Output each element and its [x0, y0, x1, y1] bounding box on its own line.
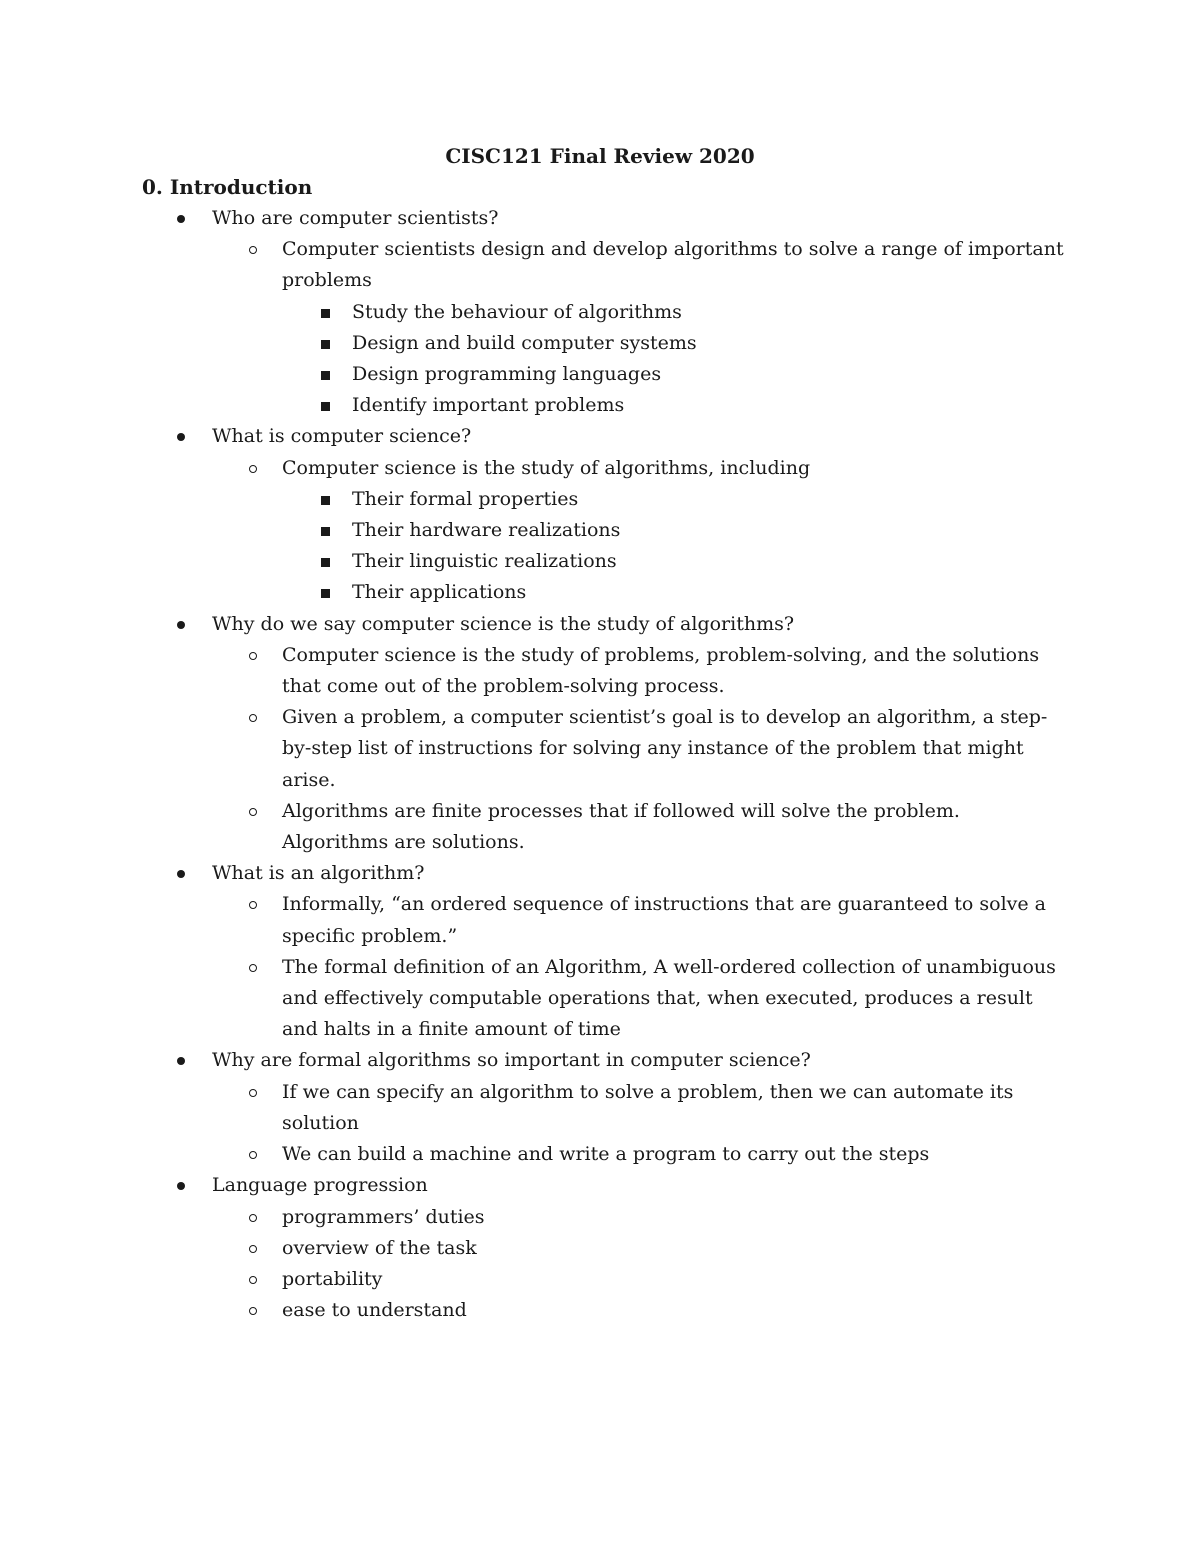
list-item-text: Their applications [352, 581, 527, 604]
square-bullet-icon [318, 328, 332, 349]
circle-bullet-icon [246, 453, 260, 473]
list-item-level-1 [0, 1045, 1200, 1076]
list-item-text: Informally, “an ordered sequence of instructions that are guaranteed to solve a specific problem.” [282, 893, 1046, 947]
list-item-text: If we can specify an algorithm to solve a problem, then we can automate its solution [282, 1080, 1014, 1134]
list-item-text: Identify important problems [352, 394, 625, 417]
disc-bullet-icon [174, 1170, 188, 1190]
square-bullet-icon [318, 390, 332, 411]
square-bullet-icon [318, 359, 332, 380]
list-item-text: Their linguistic realizations [352, 550, 617, 573]
list-item-level-3 [0, 328, 1200, 359]
list-item-level-2 [0, 234, 1200, 296]
list-item-text: Computer science is the study of problems, problem-solving, and the solutions that come out of the problem-solving process. [282, 643, 1040, 698]
square-bullet-icon [318, 297, 332, 318]
list-item-text: The formal definition of an Algorithm, A well-ordered collection of unambiguous and effectively computable operations that, when executed, produces a result and halts in a finite amount of time [282, 955, 1056, 1041]
square-bullet-icon [318, 577, 332, 598]
list-item-text: Language progression [212, 1174, 428, 1197]
list-item-level-1 [0, 421, 1200, 452]
list-item-level-2 [0, 1295, 1200, 1326]
list-item-level-3 [0, 484, 1200, 515]
list-item-level-3 [0, 359, 1200, 390]
list-item-text: What is an algorithm? [212, 862, 425, 885]
circle-bullet-icon [246, 796, 260, 816]
disc-bullet-icon [174, 203, 188, 223]
list-item-text: Design programming languages [352, 363, 662, 386]
circle-bullet-icon [246, 952, 260, 972]
list-item-text: Algorithms are finite processes that if followed will solve the problem. Algorithms are solutions. [282, 799, 960, 854]
list-item-level-1 [0, 858, 1200, 889]
list-item-level-2 [0, 1202, 1200, 1233]
circle-bullet-icon [246, 1264, 260, 1284]
list-item-text: programmers’ duties [282, 1205, 485, 1228]
list-item-text: Their formal properties [352, 487, 579, 510]
list-item-text: We can build a machine and write a program to carry out the steps [282, 1143, 930, 1166]
circle-bullet-icon [246, 1295, 260, 1315]
list-item-level-1 [0, 609, 1200, 640]
list-item-level-2 [0, 453, 1200, 484]
list-item-level-3 [0, 546, 1200, 577]
list-item-text: Given a problem, a computer scientist’s goal is to develop an algorithm, a step-by-step list of instructions for solving any instance of the problem that might arise. [282, 706, 1048, 791]
list-item-level-2 [0, 1233, 1200, 1264]
list-item-level-2 [0, 1264, 1200, 1295]
square-bullet-icon [318, 484, 332, 505]
circle-bullet-icon [246, 1233, 260, 1253]
list-item-level-2 [0, 796, 1200, 858]
list-item-level-2 [0, 952, 1200, 1046]
circle-bullet-icon [246, 1202, 260, 1222]
document-title: CISC121 Final Review 2020 [445, 144, 755, 168]
list-item-text: Why do we say computer science is the study of algorithms? [212, 612, 795, 635]
list-item-level-2 [0, 1139, 1200, 1170]
list-item-text: Computer scientists design and develop algorithms to solve a range of important problems [282, 238, 1064, 292]
list-item-level-3 [0, 515, 1200, 546]
circle-bullet-icon [246, 1077, 260, 1097]
list-item-level-2 [0, 640, 1200, 702]
disc-bullet-icon [174, 609, 188, 629]
list-item-text: Who are computer scientists? [212, 207, 499, 229]
circle-bullet-icon [246, 1139, 260, 1159]
list-item-level-3 [0, 577, 1200, 608]
list-item-level-2 [0, 1077, 1200, 1139]
list-item-text: Computer science is the study of algorithms, including [282, 456, 811, 479]
disc-bullet-icon [174, 421, 188, 441]
list-item-level-3 [0, 297, 1200, 328]
disc-bullet-icon [174, 1045, 188, 1065]
square-bullet-icon [318, 546, 332, 567]
circle-bullet-icon [246, 702, 260, 722]
disc-bullet-icon [174, 858, 188, 878]
list-item-text: portability [282, 1267, 383, 1290]
list-item-level-2 [0, 889, 1200, 951]
list-item-text: What is computer science? [212, 425, 472, 448]
circle-bullet-icon [246, 640, 260, 660]
list-item-text: Study the behaviour of algorithms [352, 300, 682, 323]
circle-bullet-icon [246, 234, 260, 254]
list-item-text: Why are formal algorithms so important in computer science? [212, 1049, 811, 1072]
list-item-level-1 [0, 1170, 1200, 1201]
list-item-level-3 [0, 390, 1200, 421]
list-item-level-2 [0, 702, 1200, 796]
list-item-text: overview of the task [282, 1236, 477, 1259]
section-heading: 0. Introduction [142, 175, 313, 199]
circle-bullet-icon [246, 889, 260, 909]
list-item-text: Design and build computer systems [352, 331, 697, 354]
bullet-outline [0, 203, 1200, 1326]
square-bullet-icon [318, 515, 332, 536]
list-item-text: ease to understand [282, 1299, 467, 1322]
list-item-level-1 [0, 203, 1200, 234]
list-item-text: Their hardware realizations [352, 519, 621, 542]
